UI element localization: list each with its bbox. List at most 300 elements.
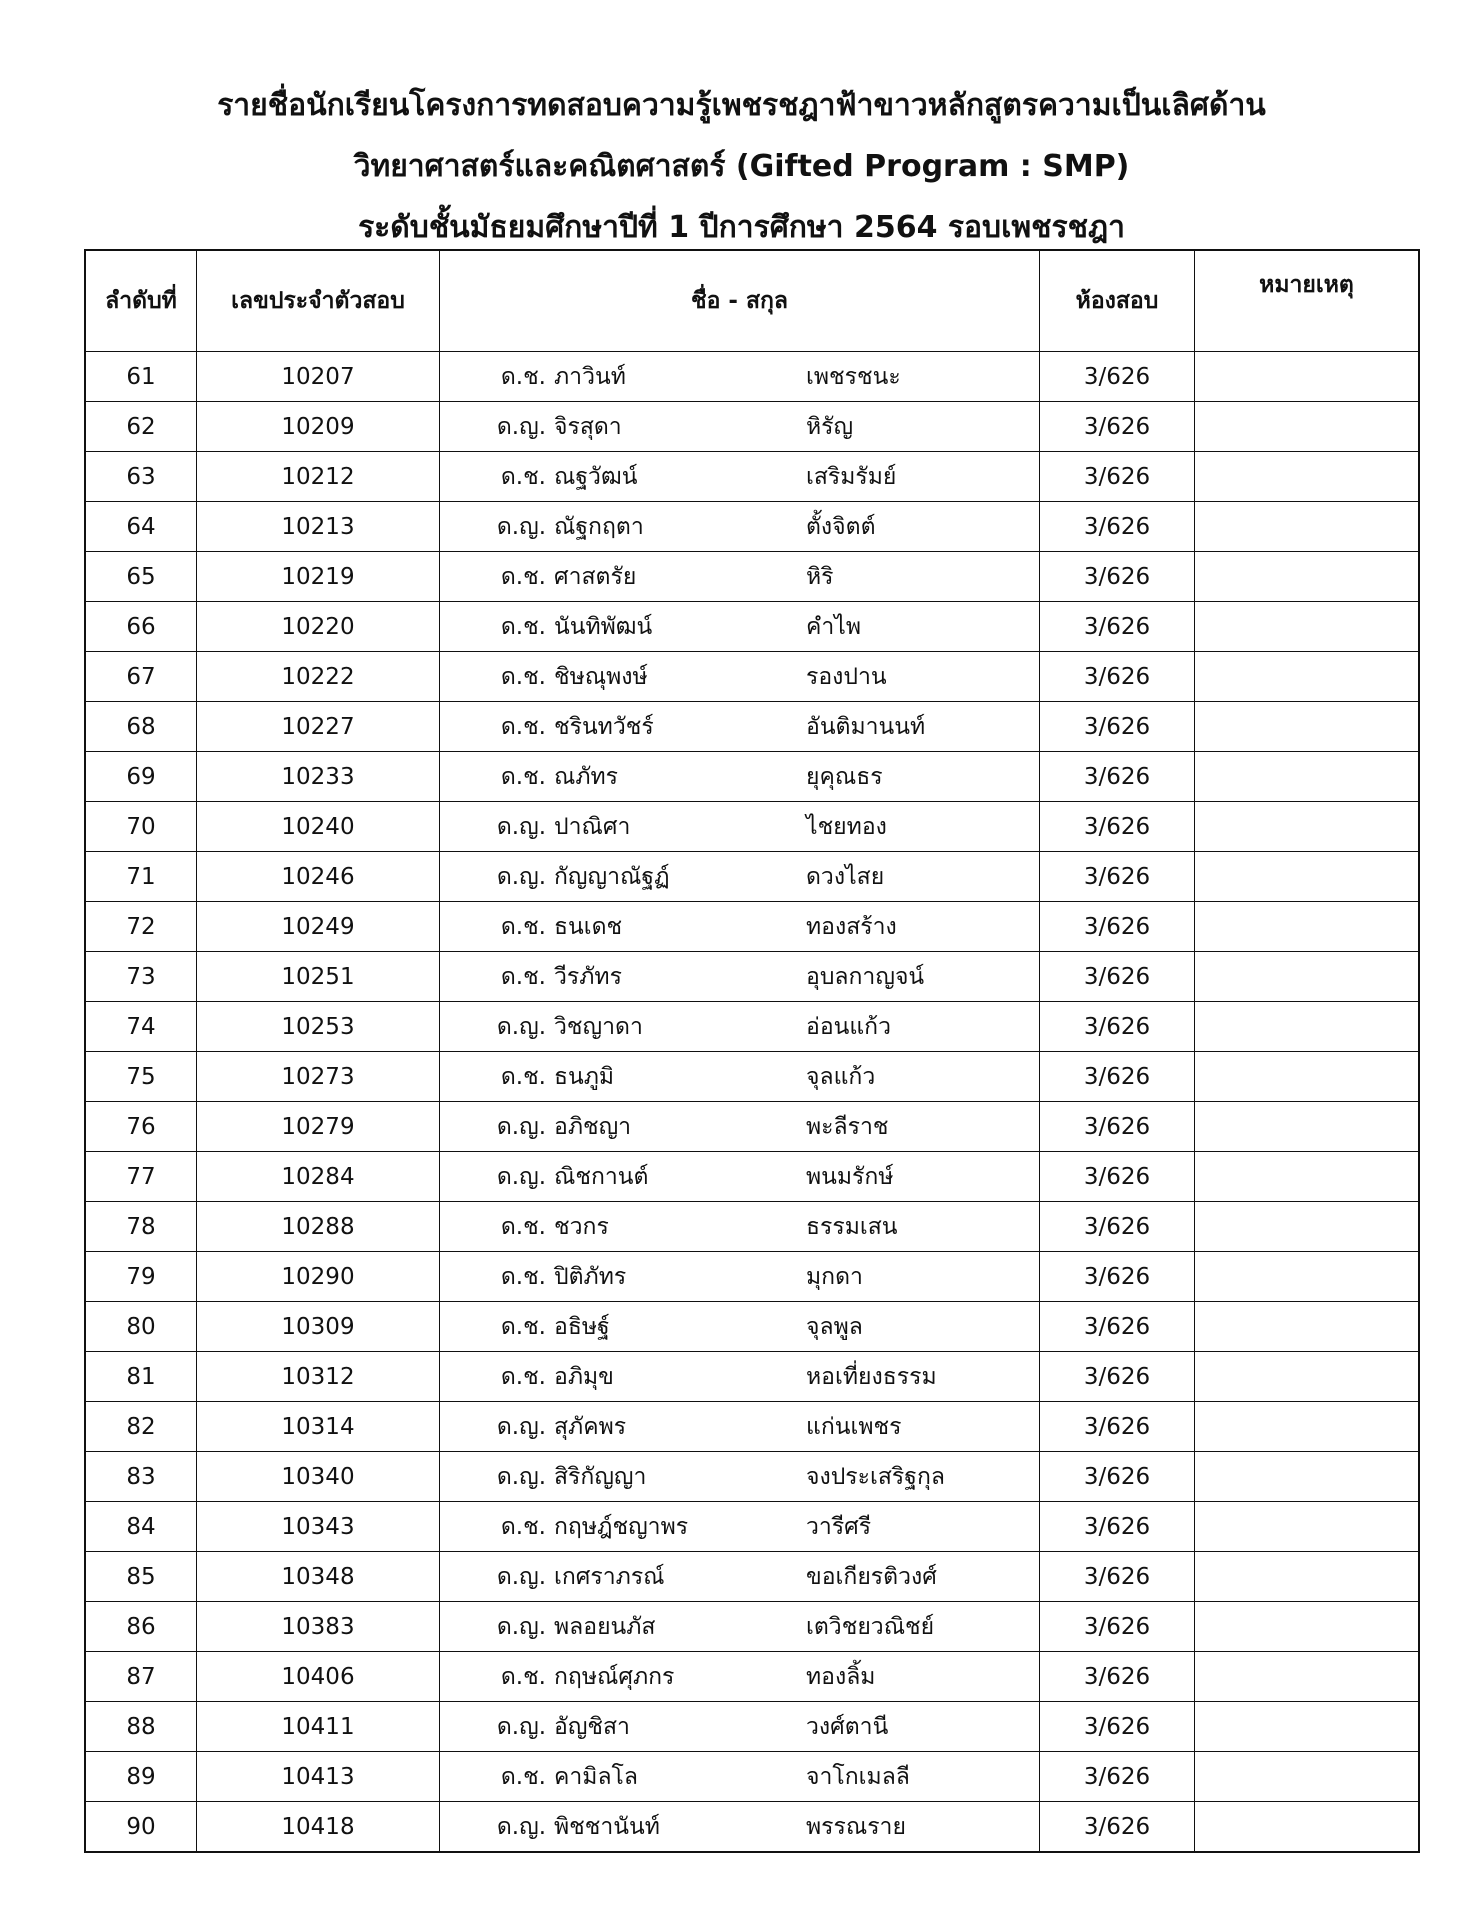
- remark-cell: [1194, 1052, 1418, 1101]
- first-name: ธนภูมิ: [554, 1063, 615, 1090]
- name-title: ด.ญ.: [496, 813, 546, 840]
- remark-cell: [1194, 1602, 1418, 1651]
- name-cell: [439, 1202, 1039, 1251]
- table-row: [86, 1701, 1418, 1751]
- name-wrap: [440, 1309, 863, 1345]
- room-cell: 3/626: [1039, 1402, 1194, 1451]
- last-name: ไชยทอง: [806, 813, 887, 840]
- room-cell: 3/626: [1039, 552, 1194, 601]
- first-name: สุภัคพร: [554, 1413, 627, 1440]
- name-title: ด.ญ.: [496, 1113, 546, 1140]
- last-name: อันติมานนท์: [806, 713, 926, 740]
- table-row: [86, 801, 1418, 851]
- first-name: ธนเดช: [554, 913, 623, 940]
- exam-id-cell: 10413: [196, 1752, 439, 1801]
- name-title: ด.ช.: [500, 1513, 546, 1540]
- last-name: พนมรักษ์: [806, 1163, 894, 1190]
- name-title: ด.ช.: [500, 1063, 546, 1090]
- remark-cell: [1194, 1352, 1418, 1401]
- exam-id-cell: 10406: [196, 1652, 439, 1701]
- room-cell: 3/626: [1039, 452, 1194, 501]
- name-title: ด.ญ.: [496, 513, 546, 540]
- first-name: คามิลโล: [554, 1763, 639, 1790]
- order-cell: 65: [126, 563, 156, 590]
- last-name: ตั้งจิตต์: [806, 513, 876, 540]
- name-wrap: [440, 1159, 894, 1195]
- exam-id-cell: 10312: [196, 1352, 439, 1401]
- room-cell: 3/626: [1039, 1602, 1194, 1651]
- first-name: ปาณิศา: [554, 813, 631, 840]
- order-cell: 69: [126, 763, 156, 790]
- name-title: ด.ช.: [500, 913, 546, 940]
- name-cell: [439, 1802, 1039, 1851]
- room-cell: 3/626: [1039, 1552, 1194, 1601]
- name-wrap: [440, 709, 925, 745]
- first-name: ณภัทร: [554, 763, 619, 790]
- remark-cell: [1194, 852, 1418, 901]
- exam-id-cell: 10212: [196, 452, 439, 501]
- name-wrap: [440, 1609, 934, 1645]
- table-row: [86, 1001, 1418, 1051]
- last-name: เตวิชยวณิชย์: [806, 1613, 935, 1640]
- name-cell: [439, 1552, 1039, 1601]
- name-title: ด.ญ.: [496, 1013, 546, 1040]
- order-cell: 75: [126, 1063, 156, 1090]
- first-name: วิชญาดา: [554, 1013, 643, 1040]
- name-title: ด.ช.: [500, 1363, 546, 1390]
- name-title: ด.ญ.: [496, 863, 546, 890]
- name-wrap: [440, 459, 896, 495]
- table-row: [86, 1351, 1418, 1401]
- name-cell: [439, 502, 1039, 551]
- last-name: ขอเกียรติวงศ์: [806, 1563, 937, 1590]
- student-table: [84, 249, 1420, 1853]
- name-title: ด.ช.: [500, 1313, 546, 1340]
- order-cell: 86: [126, 1613, 156, 1640]
- name-cell: [439, 802, 1039, 851]
- name-wrap: [440, 659, 887, 695]
- name-cell: [439, 1502, 1039, 1551]
- name-wrap: [440, 1009, 891, 1045]
- name-wrap: [440, 1059, 875, 1095]
- name-cell: [439, 402, 1039, 451]
- order-cell: 83: [126, 1463, 156, 1490]
- first-name: สิริกัญญา: [554, 1463, 647, 1490]
- name-wrap: [440, 959, 924, 995]
- room-cell: 3/626: [1039, 852, 1194, 901]
- name-cell: [439, 852, 1039, 901]
- first-name: ณฐวัฒน์: [554, 463, 638, 490]
- order-cell: 67: [126, 663, 156, 690]
- name-cell: [439, 752, 1039, 801]
- order-cell: 76: [126, 1113, 156, 1140]
- table-row: [86, 901, 1418, 951]
- name-title: ด.ช.: [500, 663, 546, 690]
- order-cell: 82: [126, 1413, 156, 1440]
- last-name: รองปาน: [806, 663, 887, 690]
- name-cell: [439, 1602, 1039, 1651]
- last-name: พะลีราช: [806, 1113, 889, 1140]
- table-row: [86, 1551, 1418, 1601]
- table-row: [86, 651, 1418, 701]
- first-name: ปิติภัทร: [554, 1263, 627, 1290]
- table-row: [86, 1251, 1418, 1301]
- last-name: จาโกเมลลี: [806, 1763, 910, 1790]
- last-name: ทองสร้าง: [806, 913, 897, 940]
- table-row: [86, 351, 1418, 401]
- table-row: [86, 751, 1418, 801]
- first-name: กัญญาณัฐฏ์: [554, 863, 670, 890]
- room-cell: 3/626: [1039, 502, 1194, 551]
- order-cell: 77: [126, 1163, 156, 1190]
- last-name: พรรณราย: [806, 1813, 906, 1840]
- order-cell: 89: [126, 1763, 156, 1790]
- name-cell: [439, 702, 1039, 751]
- remark-cell: [1194, 952, 1418, 1001]
- table-row: [86, 1451, 1418, 1501]
- last-name: วารีศรี: [806, 1513, 872, 1540]
- first-name: พิชชานันท์: [554, 1813, 660, 1840]
- room-cell: 3/626: [1039, 952, 1194, 1001]
- first-name: ชวกร: [554, 1213, 609, 1240]
- name-cell: [439, 352, 1039, 401]
- last-name: ทองลิ้ม: [806, 1663, 876, 1690]
- room-cell: 3/626: [1039, 1702, 1194, 1751]
- exam-id-cell: 10233: [196, 752, 439, 801]
- exam-id-cell: 10348: [196, 1552, 439, 1601]
- name-title: ด.ช.: [500, 1663, 546, 1690]
- name-wrap: [440, 1559, 937, 1595]
- exam-id-cell: 10240: [196, 802, 439, 851]
- name-wrap: [440, 1459, 945, 1495]
- last-name: อุบลกาญจน์: [806, 963, 925, 990]
- title-line-1: รายชื่อนักเรียนโครงการทดสอบความรู้เพชรชฎาฟ้าขาวหลักสูตรความเป็นเลิศด้าน: [217, 88, 1266, 123]
- order-cell: 80: [126, 1313, 156, 1340]
- order-cell: 84: [126, 1513, 156, 1540]
- exam-id-cell: 10209: [196, 402, 439, 451]
- first-name: ณัฐกฤตา: [554, 513, 644, 540]
- table-body: [86, 351, 1418, 1851]
- name-title: ด.ญ.: [496, 1463, 546, 1490]
- order-cell: 74: [126, 1013, 156, 1040]
- first-name: จิรสุดา: [554, 413, 622, 440]
- first-name: ชรินทวัชร์: [554, 713, 654, 740]
- remark-cell: [1194, 1802, 1418, 1851]
- last-name: หอเที่ยงธรรม: [806, 1363, 937, 1390]
- remark-cell: [1194, 1152, 1418, 1201]
- exam-id-cell: 10290: [196, 1252, 439, 1301]
- remark-cell: [1194, 1752, 1418, 1801]
- table-row: [86, 1201, 1418, 1251]
- table-row: [86, 401, 1418, 451]
- remark-cell: [1194, 702, 1418, 751]
- name-wrap: [440, 809, 887, 845]
- name-wrap: [440, 559, 834, 595]
- remark-cell: [1194, 652, 1418, 701]
- exam-id-cell: 10213: [196, 502, 439, 551]
- name-cell: [439, 1352, 1039, 1401]
- last-name: หิรัญ: [806, 413, 854, 440]
- first-name: อธิษฐ์: [554, 1313, 610, 1340]
- room-cell: 3/626: [1039, 1652, 1194, 1701]
- first-name: พลอยนภัส: [554, 1613, 656, 1640]
- remark-cell: [1194, 1402, 1418, 1451]
- table-row: [86, 701, 1418, 751]
- name-wrap: [440, 609, 861, 645]
- exam-id-cell: 10411: [196, 1702, 439, 1751]
- name-wrap: [440, 509, 876, 545]
- name-title: ด.ญ.: [496, 1163, 546, 1190]
- remark-cell: [1194, 1102, 1418, 1151]
- exam-id-cell: 10249: [196, 902, 439, 951]
- name-title: ด.ช.: [500, 763, 546, 790]
- room-cell: 3/626: [1039, 1052, 1194, 1101]
- name-title: ด.ญ.: [496, 1563, 546, 1590]
- order-cell: 78: [126, 1213, 156, 1240]
- name-title: ด.ญ.: [496, 1713, 546, 1740]
- name-wrap: [440, 1709, 888, 1745]
- room-cell: 3/626: [1039, 402, 1194, 451]
- table-row: [86, 501, 1418, 551]
- table-row: [86, 1051, 1418, 1101]
- document-header: [0, 75, 1483, 258]
- title-line-3: ระดับชั้นมัธยมศึกษาปีที่ 1 ปีการศึกษา 2564 รอบเพชรชฎา: [358, 210, 1125, 245]
- name-cell: [439, 1452, 1039, 1501]
- table-row: [86, 1601, 1418, 1651]
- header-name: ชื่อ - สกุล: [439, 251, 1039, 351]
- last-name: แก่นเพชร: [806, 1413, 902, 1440]
- order-cell: 90: [126, 1813, 156, 1840]
- remark-cell: [1194, 902, 1418, 951]
- remark-cell: [1194, 1502, 1418, 1551]
- last-name: ดวงไสย: [806, 863, 885, 890]
- table-row: [86, 851, 1418, 901]
- exam-id-cell: 10309: [196, 1302, 439, 1351]
- last-name: อ่อนแก้ว: [806, 1013, 892, 1040]
- last-name: จุลแก้ว: [806, 1063, 876, 1090]
- table-row: [86, 1501, 1418, 1551]
- room-cell: 3/626: [1039, 1452, 1194, 1501]
- name-wrap: [440, 909, 897, 945]
- first-name: ชิษณุพงษ์: [554, 663, 648, 690]
- table-row: [86, 551, 1418, 601]
- room-cell: 3/626: [1039, 1502, 1194, 1551]
- remark-cell: [1194, 552, 1418, 601]
- remark-cell: [1194, 752, 1418, 801]
- remark-cell: [1194, 452, 1418, 501]
- name-wrap: [440, 759, 883, 795]
- exam-id-cell: 10279: [196, 1102, 439, 1151]
- order-cell: 85: [126, 1563, 156, 1590]
- table-row: [86, 1801, 1418, 1851]
- room-cell: 3/626: [1039, 802, 1194, 851]
- first-name: วีรภัทร: [554, 963, 622, 990]
- exam-id-cell: 10253: [196, 1002, 439, 1051]
- name-title: ด.ช.: [500, 463, 546, 490]
- header-exam-id: เลขประจำตัวสอบ: [196, 251, 439, 351]
- name-title: ด.ช.: [500, 1213, 546, 1240]
- exam-id-cell: 10251: [196, 952, 439, 1001]
- name-wrap: [440, 1259, 863, 1295]
- remark-cell: [1194, 352, 1418, 401]
- name-wrap: [440, 1359, 937, 1395]
- name-cell: [439, 1652, 1039, 1701]
- first-name: นันทิพัฒน์: [554, 613, 653, 640]
- name-title: ด.ช.: [500, 963, 546, 990]
- first-name: ศาสตรัย: [554, 563, 637, 590]
- table-row: [86, 1151, 1418, 1201]
- remark-cell: [1194, 1452, 1418, 1501]
- table-row: [86, 451, 1418, 501]
- remark-cell: [1194, 1202, 1418, 1251]
- order-cell: 79: [126, 1263, 156, 1290]
- name-cell: [439, 652, 1039, 701]
- room-cell: 3/626: [1039, 1752, 1194, 1801]
- order-cell: 81: [126, 1363, 156, 1390]
- name-title: ด.ญ.: [496, 1413, 546, 1440]
- last-name: จุลพูล: [806, 1313, 863, 1340]
- name-cell: [439, 1002, 1039, 1051]
- header-order: ลำดับที่: [105, 288, 177, 314]
- last-name: คำไพ: [806, 613, 862, 640]
- name-cell: [439, 1152, 1039, 1201]
- name-wrap: [440, 1409, 901, 1445]
- header-remark: หมายเหตุ: [1194, 251, 1418, 351]
- name-title: ด.ช.: [500, 563, 546, 590]
- table-row: [86, 1751, 1418, 1801]
- name-cell: [439, 602, 1039, 651]
- order-cell: 70: [126, 813, 156, 840]
- order-cell: 87: [126, 1663, 156, 1690]
- name-cell: [439, 1302, 1039, 1351]
- order-cell: 64: [126, 513, 156, 540]
- room-cell: 3/626: [1039, 702, 1194, 751]
- table-row: [86, 1101, 1418, 1151]
- order-cell: 61: [126, 363, 156, 390]
- header-room: ห้องสอบ: [1039, 251, 1194, 351]
- last-name: เพชรชนะ: [806, 363, 901, 390]
- first-name: กฤษณ์ศุภกร: [554, 1663, 675, 1690]
- remark-cell: [1194, 1302, 1418, 1351]
- last-name: ยุคุณธร: [806, 763, 883, 790]
- name-cell: [439, 552, 1039, 601]
- exam-id-cell: 10343: [196, 1502, 439, 1551]
- last-name: หิริ: [806, 563, 834, 590]
- remark-cell: [1194, 1002, 1418, 1051]
- name-wrap: [440, 859, 884, 895]
- name-wrap: [440, 1809, 906, 1845]
- last-name: ธรรมเสน: [806, 1213, 898, 1240]
- remark-cell: [1194, 1702, 1418, 1751]
- name-title: ด.ช.: [500, 363, 546, 390]
- table-header-row: [86, 251, 1418, 351]
- last-name: เสริมรัมย์: [806, 463, 897, 490]
- exam-id-cell: 10314: [196, 1402, 439, 1451]
- name-title: ด.ญ.: [496, 1613, 546, 1640]
- name-wrap: [440, 359, 901, 395]
- exam-id-cell: 10273: [196, 1052, 439, 1101]
- last-name: มุกดา: [806, 1263, 863, 1290]
- name-cell: [439, 902, 1039, 951]
- table-row: [86, 1401, 1418, 1451]
- name-wrap: [440, 1109, 889, 1145]
- room-cell: 3/626: [1039, 602, 1194, 651]
- exam-id-cell: 10220: [196, 602, 439, 651]
- order-cell: 88: [126, 1713, 156, 1740]
- name-cell: [439, 952, 1039, 1001]
- exam-id-cell: 10227: [196, 702, 439, 751]
- last-name: วงศ์ตานี: [806, 1713, 889, 1740]
- room-cell: 3/626: [1039, 1102, 1194, 1151]
- name-cell: [439, 1702, 1039, 1751]
- first-name: อัญชิสา: [554, 1713, 630, 1740]
- name-title: ด.ญ.: [496, 413, 546, 440]
- name-cell: [439, 1102, 1039, 1151]
- name-wrap: [440, 1509, 871, 1545]
- name-wrap: [440, 1659, 875, 1695]
- room-cell: 3/626: [1039, 1002, 1194, 1051]
- name-cell: [439, 452, 1039, 501]
- exam-id-cell: 10284: [196, 1152, 439, 1201]
- order-cell: 71: [126, 863, 156, 890]
- first-name: เกศราภรณ์: [554, 1563, 665, 1590]
- remark-cell: [1194, 1652, 1418, 1701]
- name-cell: [439, 1052, 1039, 1101]
- room-cell: 3/626: [1039, 1802, 1194, 1851]
- exam-id-cell: 10207: [196, 352, 439, 401]
- remark-cell: [1194, 402, 1418, 451]
- exam-id-cell: 10340: [196, 1452, 439, 1501]
- first-name: กฤษฎ์ชญาพร: [554, 1513, 689, 1540]
- table-row: [86, 951, 1418, 1001]
- name-cell: [439, 1752, 1039, 1801]
- exam-id-cell: 10383: [196, 1602, 439, 1651]
- first-name: อภิชญา: [554, 1113, 632, 1140]
- name-cell: [439, 1252, 1039, 1301]
- order-cell: 73: [126, 963, 156, 990]
- name-wrap: [440, 1759, 910, 1795]
- table-row: [86, 601, 1418, 651]
- room-cell: 3/626: [1039, 352, 1194, 401]
- order-cell: 66: [126, 613, 156, 640]
- title-line-2: วิทยาศาสตร์และคณิตศาสตร์ (Gifted Program : SMP): [353, 149, 1130, 184]
- room-cell: 3/626: [1039, 1202, 1194, 1251]
- last-name: จงประเสริฐกุล: [806, 1463, 945, 1490]
- exam-id-cell: 10246: [196, 852, 439, 901]
- room-cell: 3/626: [1039, 1252, 1194, 1301]
- remark-cell: [1194, 1552, 1418, 1601]
- name-title: ด.ช.: [500, 1763, 546, 1790]
- room-cell: 3/626: [1039, 1152, 1194, 1201]
- table-row: [86, 1651, 1418, 1701]
- name-cell: [439, 1402, 1039, 1451]
- exam-id-cell: 10219: [196, 552, 439, 601]
- order-cell: 63: [126, 463, 156, 490]
- remark-cell: [1194, 1252, 1418, 1301]
- order-cell: 68: [126, 713, 156, 740]
- table-row: [86, 1301, 1418, 1351]
- room-cell: 3/626: [1039, 652, 1194, 701]
- room-cell: 3/626: [1039, 1302, 1194, 1351]
- order-cell: 62: [126, 413, 156, 440]
- remark-cell: [1194, 802, 1418, 851]
- room-cell: 3/626: [1039, 752, 1194, 801]
- name-wrap: [440, 1209, 898, 1245]
- first-name: ณิชกานต์: [554, 1163, 649, 1190]
- exam-id-cell: 10418: [196, 1802, 439, 1851]
- exam-id-cell: 10288: [196, 1202, 439, 1251]
- remark-cell: [1194, 602, 1418, 651]
